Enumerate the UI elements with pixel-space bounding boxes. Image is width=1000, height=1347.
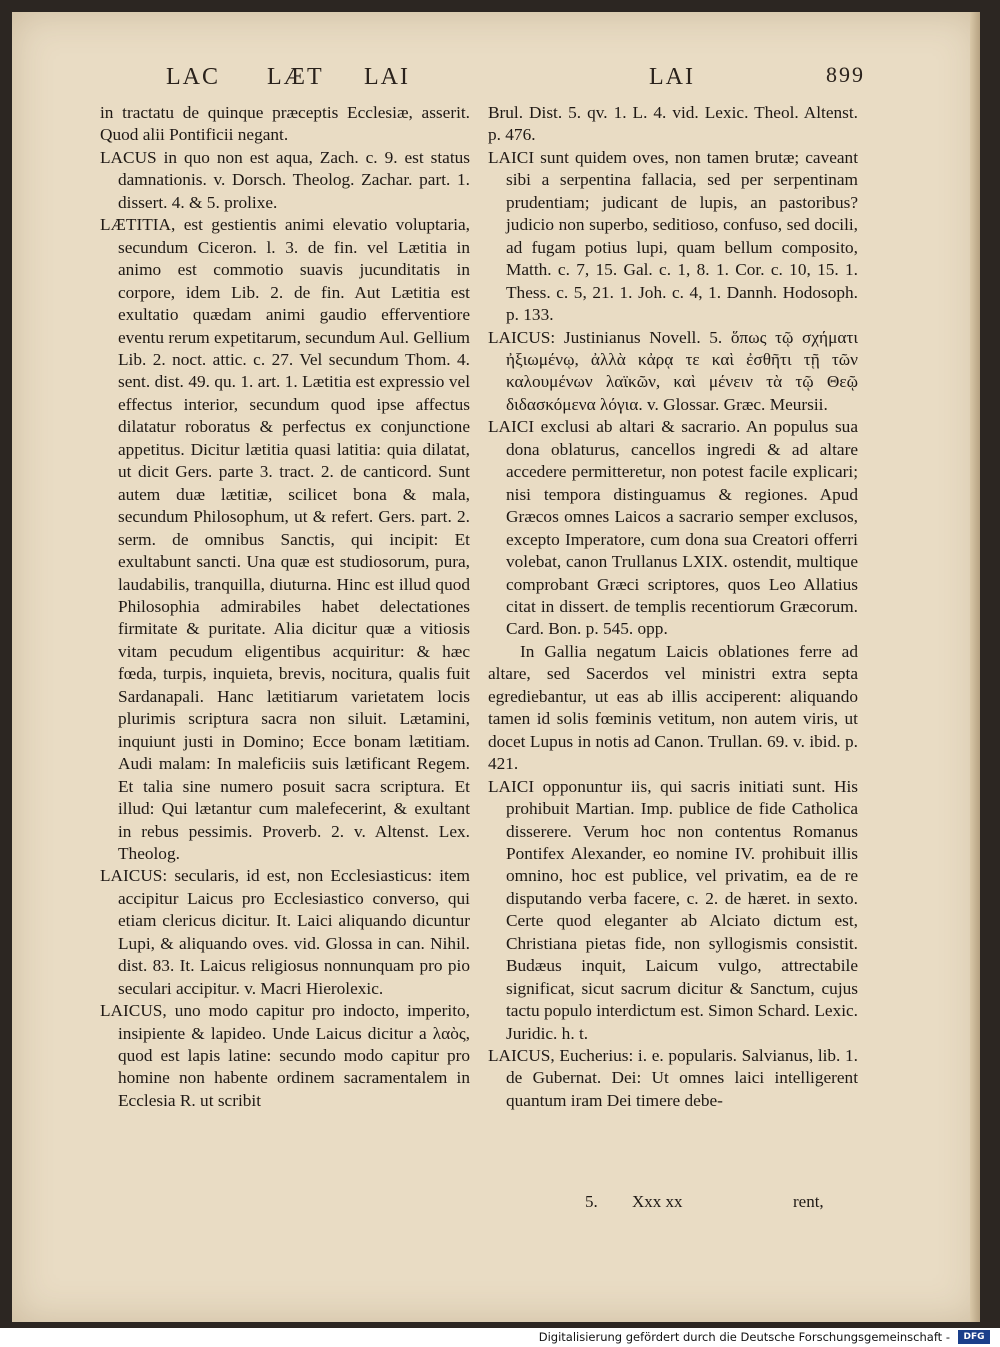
entry-laicus-indoctus: LAICUS, uno modo capitur pro indocto, imperito, insipiente & lapideo. Unde Laicus dicitur a λαὸς, quod est lapis latine: secundo modo capitur pro homine non habente ordinem sacramentalem in Ecclesia R. ut scribit xyxy=(100,1001,470,1110)
book-page xyxy=(12,12,980,1322)
left-column xyxy=(100,102,470,1112)
funding-note: Digitalisierung gefördert durch die Deutsche Forschungsgemeinschaft - xyxy=(538,1330,950,1344)
entry-continuation: in tractatu de quinque præceptis Ecclesiæ, asserit. Quod alii Pontificii negant. xyxy=(100,103,470,145)
footer-bar xyxy=(0,1328,1000,1347)
entry-lacus: LACUS in quo non est aqua, Zach. c. 9. est status damnationis. v. Dorsch. Theolog. Zachar. part. 1. dissert. 4. & 5. prolixe. xyxy=(100,147,470,212)
right-column xyxy=(488,102,858,1112)
signature-numerals: Xxx xx xyxy=(632,1192,683,1211)
page-number: 899 xyxy=(826,62,865,87)
entry-laicus-eucherius: LAICUS, Eucherius: i. e. popularis. Salvianus, lib. 1. de Gubernat. Dei: Ut omnes laici intelligerent quantum iram Dei timere debe- xyxy=(488,1046,858,1110)
header-word-1: LAC xyxy=(166,64,220,90)
catchword: rent, xyxy=(793,1192,824,1211)
entry-laicus-justinianus: LAICUS: Justinianus Novell. 5. ὅπως τῷ σχήματι ἠξιωμένῳ, ἀλλὰ κἀρᾳ τε καὶ ἐσθῆτι τῇ τῶν καλουμένων λαϊκῶν, καὶ μένειν τὰ τῷ Θεῷ διδασκόμενα λόγια. v. Glossar. Græc. Meursii. xyxy=(488,327,858,414)
entry-continuation-right: Brul. Dist. 5. qv. 1. L. 4. vid. Lexic. Theol. Altenst. p. 476. xyxy=(488,103,858,145)
entry-laici-exclusi: LAICI exclusi ab altari & sacrario. An populus sua dona oblaturus, cancellos ingredi & ad altare accedere permitteretur, non potest facile explicari; nisi tempora distinguamus & regiones. Apud Græcos omnes Laicos a sacrario semper exclusos, excepto Imperatore, cum dona sua Creatori offerri volebat, canon Trullanus LXIX. ostendit, multique comprobant Græci scriptores, quos Leo Allatius citat in dissert. de templis recentiorum Græcorum. Card. Bon. p. 545. opp. xyxy=(488,417,858,639)
header-word-3: LAI xyxy=(364,64,410,90)
header-word-right: LAI xyxy=(649,64,695,90)
entry-laici-opponuntur: LAICI opponuntur iis, qui sacris initiati sunt. His prohibuit Martian. Imp. publice de fide Catholica disserere. Verum hoc non contentus Romanus Pontifex Alexander, eo nomine IV. prohibuit illis omnino, hoc est publice, vel privatim, ea de re disputando verba facere, c. 2. de hæret. in sexto. Certe quod eleganter ab Alciato dictum est, Christiana pietas fide, non syllogismis consistit. Budæus inquit, Laicum vulgo, attrectabile significat, sicut sacrum dicitur & Sanctum, cujus tactu populo interdictum est. Simon Schard. Lexic. Juridic. h. t. xyxy=(488,776,858,1043)
header-word-2: LÆT xyxy=(267,64,324,90)
dfg-logo-icon: DFG xyxy=(958,1330,990,1344)
signature-mark: 5. xyxy=(585,1192,598,1211)
entry-laici-oves: LAICI sunt quidem oves, non tamen brutæ; caveant sibi a serpentina fallacia, sed per serpentinam prudentiam; judicant de lupis, an pastoribus? judicio non superbo, seditioso, confuso, sed docili, ad fugam potius lupi, quam bellum composito, Matth. c. 7, 15. Gal. c. 1, 8. 1. Cor. c. 10, 15. 1. Thess. c. 5, 21. 1. Joh. c. 4, 1. Dannh. Hodosoph. p. 133. xyxy=(488,147,858,325)
running-header xyxy=(12,64,980,104)
entry-in-gallia: In Gallia negatum Laicis oblationes ferre ad altare, sed Sacerdos vel ministri extra septa egrediebantur, ut eas ab illis acciperent: aliquando tamen id solis fœminis vetitum, non autem viris, ut docet Lupus in notis ad Canon. Trullan. 69. v. ibid. p. 421. xyxy=(488,641,858,774)
page-edge xyxy=(970,12,980,1322)
entry-laicus-secularis: LAICUS: secularis, id est, non Ecclesiasticus: item accipitur Laicus pro Ecclesiastico converso, qui etiam clericus dicitur. It. Laici aliquando dicuntur Lupi, & aliquando oves. vid. Glossa in can. Nihil. dist. 83. It. Laicus religiosus nonnunquam pro pio seculari accipitur. v. Macri Hierolexic. xyxy=(100,866,470,998)
entry-laetitia: LÆTITIA, est gestientis animi elevatio voluptaria, secundum Ciceron. l. 3. de fin. vel Lætitia in animo est commotio suavis jucunditatis in corpore, idem Lib. 2. de fin. Aut Lætitia est exultatio quædam animi gaudio efferventiore eventu rerum expetitarum, secundum Aul. Gellium Lib. 2. noct. attic. c. 27. Vel secundum Thom. 4. sent. dist. 49. qu. 1. art. 1. Lætitia est expressio vel effectus interior, secundum quod ipse affectus dilatatur roboratus & perfectus ex conjunctione appetitus. Dicitur lætitia quasi latitia: quia dilatat, ut dicit Gers. parte 3. tract. 2. de canticord. Sunt autem duæ lætitiæ, scilicet bona & mala, secundum Philosophum, ut & refert. Gers. part. 2. serm. de omnibus Sanctis, qui incipit: Et exultabunt sancti. Una quæ est studiosorum, pura, laudabilis, tranquilla, diuturna. Hinc est illud quod Philosophia admirabiles habet delectationes firmitate & puritate. Alia dicitur quæ a vitiosis vitam pecudum eligentibus acquiritur: & hæc fœda, turpis, inquieta, brevis, nocitura, qualis fuit Sardanapali. Hanc lætitiarum varietatem locis plurimis scriptura sacra non siluit. Lætamini, inquiunt justi in Domino; Ecce bonam lætitiam. Audi malam: In maleficiis suis lætificant Regem. Et talia sine numero posuit sacra scriptura. Et illud: Qui lætantur cum malefecerint, & exultant in rebus pessimis. Proverb. 2. v. Altenst. Lex. Theolog. xyxy=(100,215,470,863)
